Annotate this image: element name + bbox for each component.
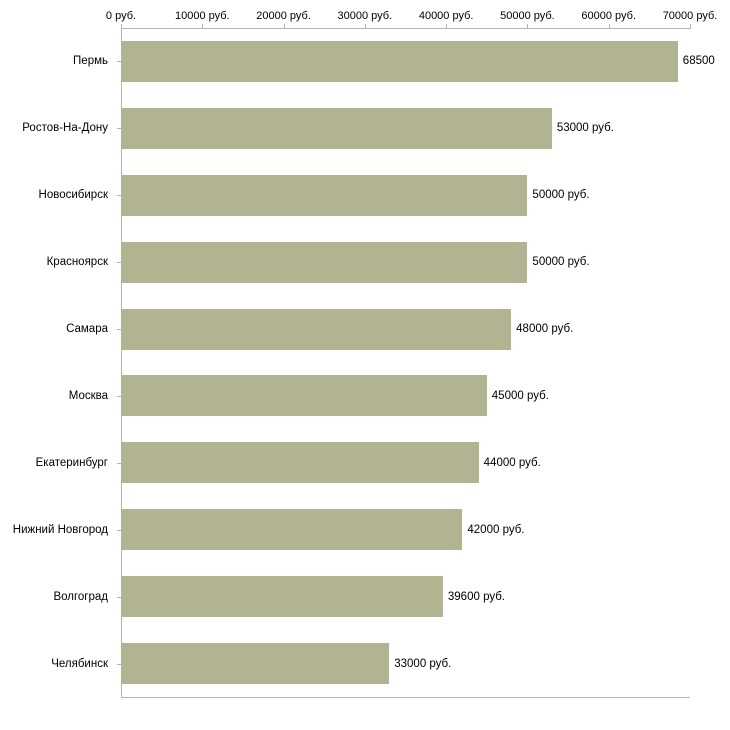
bar[interactable] (121, 509, 462, 550)
bar-value-label: 44000 руб. (483, 456, 541, 469)
bar[interactable] (121, 41, 678, 82)
x-tick-label: 40000 руб. (418, 10, 474, 22)
bar-value-label: 53000 руб. (556, 122, 614, 135)
bar[interactable] (121, 442, 479, 483)
bar-value-label: 50000 руб. (532, 189, 590, 202)
bar-value-label: 48000 руб. (516, 323, 574, 336)
y-axis-category-labels (0, 28, 117, 697)
category-label: Самара (66, 323, 108, 336)
bar-row[interactable] (121, 442, 690, 483)
category-label: Новосибирск (38, 189, 108, 202)
bar[interactable] (121, 643, 389, 684)
category-label: Пермь (73, 55, 108, 68)
bar-row[interactable] (121, 375, 690, 416)
y-tick-mark (117, 262, 122, 263)
x-tick-label: 60000 руб. (581, 10, 637, 22)
x-tick-label: 50000 руб. (500, 10, 555, 22)
bar-row[interactable] (121, 108, 690, 149)
x-tick-label: 70000 руб. (662, 10, 718, 22)
category-label: Красноярск (46, 256, 108, 269)
y-tick-mark (117, 396, 122, 397)
category-label: Екатеринбург (35, 456, 108, 469)
x-tick-label: 30000 руб. (337, 10, 393, 22)
x-tick-mark (690, 24, 691, 29)
y-tick-mark (117, 463, 122, 464)
bar[interactable] (121, 576, 443, 617)
bar-row[interactable] (121, 509, 690, 550)
bar-value-label: 45000 руб. (491, 389, 549, 402)
x-tick-label: 10000 руб. (174, 10, 230, 22)
bar-value-label: 68500 (682, 55, 715, 68)
bar[interactable] (121, 108, 552, 149)
bar-row[interactable] (121, 309, 690, 350)
y-tick-mark (117, 530, 122, 531)
x-tick-label: 20000 руб. (256, 10, 311, 22)
x-tick-label: 0 руб. (105, 10, 137, 22)
bar[interactable] (121, 309, 511, 350)
y-tick-mark (117, 597, 122, 598)
y-tick-mark (117, 128, 122, 129)
bar[interactable] (121, 375, 487, 416)
bar[interactable] (121, 175, 527, 216)
bar-value-label: 39600 руб. (447, 590, 505, 603)
bar-value-label: 50000 руб. (532, 256, 590, 269)
category-label: Москва (68, 389, 108, 402)
y-tick-mark (117, 195, 122, 196)
bar-row[interactable] (121, 643, 690, 684)
bar-row[interactable] (121, 242, 690, 283)
bar-row[interactable] (121, 576, 690, 617)
y-tick-mark (117, 61, 122, 62)
category-label: Ростов-На-Дону (22, 122, 108, 135)
category-label: Волгоград (53, 590, 108, 603)
category-label: Челябинск (51, 657, 108, 670)
bar-row[interactable] (121, 175, 690, 216)
category-label: Нижний Новгород (12, 523, 108, 536)
y-tick-mark (117, 664, 122, 665)
plot-area (121, 28, 715, 697)
plot-bottom-border (121, 697, 690, 698)
y-tick-mark (117, 329, 122, 330)
bar-row[interactable] (121, 41, 715, 82)
bar-value-label: 42000 руб. (467, 523, 525, 536)
bar[interactable] (121, 242, 527, 283)
bar-value-label: 33000 руб. (394, 657, 452, 670)
